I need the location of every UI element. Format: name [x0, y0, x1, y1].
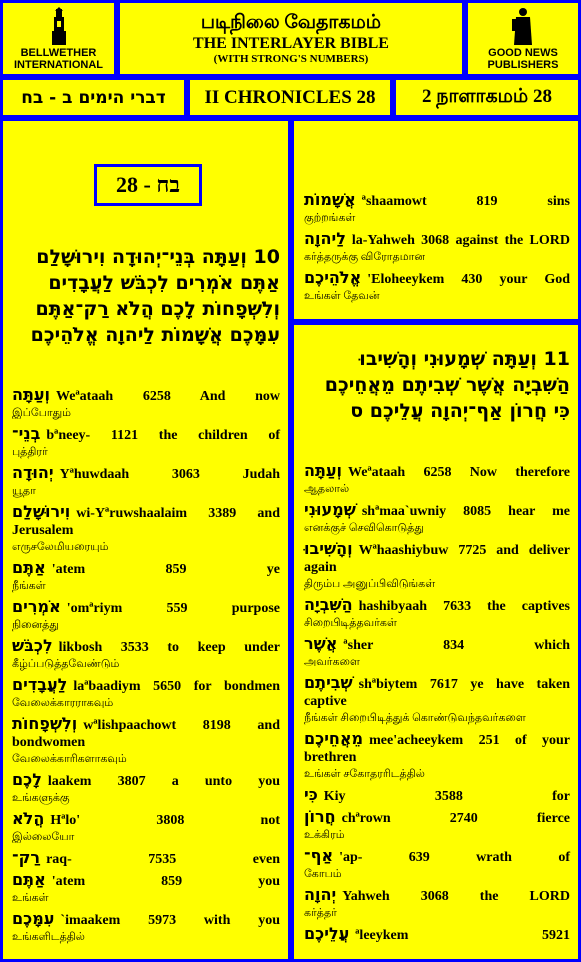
tamil-gloss: புத்திரர்: [12, 446, 48, 458]
hebrew-word: וִירוּשָׁלִַם: [12, 502, 71, 521]
transliteration-definition: Yahweh 3068 the LORD: [342, 889, 570, 904]
tamil-gloss: குற்றங்கள்: [304, 212, 356, 224]
transliteration-definition: chªrown 2740 fierce: [341, 811, 570, 826]
tamil-gloss: இல்லையோ: [12, 831, 75, 843]
chapter-label-box: [94, 164, 202, 206]
transliteration-definition: wi-Yªruwshaalaim 3389 and Jerusalem: [12, 506, 280, 538]
transliteration-definition: hashibyaah 7633 the captives: [358, 599, 570, 614]
hebrew-word: אֲשָׁמוֹת: [304, 190, 356, 209]
hebrew-word: עֲלֵיכֶם: [304, 924, 350, 943]
hebrew-word: כִּי: [304, 785, 318, 804]
transliteration-definition: `imaakem 5973 with you: [60, 913, 280, 928]
tamil-gloss: வேலைக்காரிகளாகவும்: [12, 753, 127, 765]
transliteration-definition: 'ap- 639 wrath of: [339, 850, 570, 865]
hebrew-word: וְעַתָּה: [304, 461, 343, 480]
hebrew-word: חֲרוֹן: [304, 807, 336, 826]
word-entry: [304, 674, 570, 727]
figure-icon: [510, 7, 536, 47]
tamil-gloss: நீங்கள்: [12, 580, 46, 592]
word-entry: [12, 910, 280, 946]
word-entry: [304, 596, 570, 632]
word-entry: [12, 425, 280, 461]
word-entry: [304, 269, 570, 305]
hebrew-word: אֱלֹהֵיכֶם: [304, 268, 362, 287]
word-entry: [304, 462, 570, 498]
transliteration-definition: la-Yahweh 3068 against the LORD: [351, 233, 570, 248]
word-entry: [304, 847, 570, 883]
tamil-gloss: சிறைபிடித்தவர்கள்: [304, 617, 397, 629]
title-tamil: படிநிலை வேதாகமம்: [200, 11, 382, 33]
word-entry: [304, 808, 570, 844]
verse-10-text: 10 וְעַתָּה בְּנֵי־יְהוּדָה וִירוּשָׁלִַם אַתֶּם אֹמְרִים לִכְבֹּשׁ לַעֲבָדִים וְלִשְׁפָחוֹת לָכֶם הֲלֹא רַק־אַתֶּם עִמָּכֶם אֲשָׁמוֹת לַיהוָה אֱלֹהֵיכֶם: [30, 246, 280, 346]
tamil-gloss: நீங்கள் சிறைபிடித்துக் கொண்டுவந்தவர்களை: [304, 712, 526, 724]
tamil-gloss: உங்களிடத்தில்: [12, 931, 85, 943]
transliteration-definition: laªbaadiym 5650 for bondmen: [73, 679, 280, 694]
tamil-gloss: நினைத்து: [12, 619, 59, 631]
tamil-gloss: கீழ்ப்படுத்தவேண்டும்: [12, 658, 120, 670]
tamil-gloss: உங்களுக்கு: [12, 792, 70, 804]
transliteration-definition: mee'acheeykem 251 of your brethren: [304, 733, 570, 765]
hebrew-word: שְׁמָעוּנִי: [304, 500, 356, 519]
word-entry: [12, 503, 280, 556]
hebrew-word: הֲלֹא: [12, 809, 45, 828]
bellwether-logo-box: [0, 0, 117, 77]
tamil-gloss: கர்த்தர்: [304, 907, 337, 919]
hebrew-word: יְהוָה: [304, 885, 337, 904]
tamil-gloss: திரும்ப அனுப்பிவிடுங்கள்: [304, 578, 436, 590]
title-block: [117, 0, 465, 77]
tamil-gloss: கர்த்தருக்கு விரோதமான: [304, 251, 425, 263]
tamil-gloss: எருசலேமியரையும்: [12, 541, 109, 553]
word-entry: [304, 786, 570, 805]
word-entry: [12, 771, 280, 807]
hebrew-word: אַף־: [304, 846, 334, 865]
word-entry: [304, 501, 570, 537]
tamil-gloss: எனக்குச் செவிகொடுத்து: [304, 522, 424, 534]
tamil-gloss: கோபம்: [304, 868, 342, 880]
transliteration-definition: wªlishpaachowt 8198 and bondwomen: [12, 718, 280, 750]
hebrew-word: אַתֶּם: [12, 558, 46, 577]
hebrew-word: וְהָשִׁיבוּ: [304, 539, 353, 558]
tamil-gloss: ஆதலால்: [304, 483, 350, 495]
hebrew-reference-text: דברי הימים ב - בח: [21, 87, 166, 108]
good-news-logo-box: [465, 0, 581, 77]
transliteration-definition: shªmaa`uwniy 8085 hear me: [361, 504, 570, 519]
transliteration-definition: Weªataah 6258 And now: [56, 389, 280, 404]
word-entry: [304, 635, 570, 671]
hebrew-word: שְׁבִיתֶם: [304, 673, 353, 692]
hebrew-word: בְנֵי־: [12, 424, 41, 443]
hebrew-word: יְהוּדָה: [12, 463, 54, 482]
transliteration-definition: ªsher 834 which: [343, 638, 570, 653]
word-entry: [304, 730, 570, 783]
hebrew-word: וְלִשְׁפָחוֹת: [12, 714, 78, 733]
word-entry: [12, 598, 280, 634]
transliteration-definition: shªbiytem 7617 ye have taken captive: [304, 677, 570, 709]
hebrew-reference: [0, 77, 187, 118]
english-reference-text: II CHRONICLES 28: [204, 86, 376, 108]
transliteration-definition: Kiy 3588 for: [323, 789, 570, 804]
bellwether-logo-text: BELLWETHER INTERNATIONAL: [13, 46, 103, 71]
transliteration-definition: 'Eloheeykem 430 your God: [367, 272, 570, 287]
tamil-reference-text: 2 நாளாகமம் 28: [422, 85, 552, 107]
word-entry: [12, 637, 280, 673]
tamil-gloss: யூதா: [12, 485, 36, 497]
tamil-reference: [393, 77, 581, 118]
hebrew-word: אֲשֶׁר: [304, 634, 338, 653]
transliteration-definition: likbosh 3533 to keep under: [58, 640, 280, 655]
tamil-gloss: உங்கள் தேவன்: [304, 290, 380, 302]
word-entry: [12, 810, 280, 846]
tamil-gloss: உக்கிரம்: [304, 829, 345, 841]
hebrew-word: עִמָּכֶם: [12, 909, 55, 928]
transliteration-definition: Yªhuwdaah 3063 Judah: [59, 467, 280, 482]
transliteration-definition: bªneey- 1121 the children of: [46, 428, 280, 443]
transliteration-definition: ªshaamowt 819 sins: [361, 194, 570, 209]
tamil-gloss: உங்கள்: [12, 892, 49, 904]
transliteration-definition: 'omªriym 559 purpose: [66, 601, 280, 616]
tamil-gloss: வேலைக்காரராகவும்: [12, 697, 114, 709]
word-entry: [304, 886, 570, 922]
title-main: THE INTERLAYER BIBLE: [193, 34, 389, 52]
word-entry: [12, 715, 280, 768]
transliteration-definition: Weªataah 6258 Now therefore: [348, 465, 570, 480]
word-entry: [12, 559, 280, 595]
word-entry: [12, 849, 280, 868]
tamil-gloss: இப்போதும்: [12, 407, 72, 419]
transliteration-definition: 'atem 859 you: [51, 874, 280, 889]
chapter-label: 28 - בח: [116, 172, 180, 197]
hebrew-word: לַיהוָה: [304, 229, 346, 248]
word-entry: [304, 925, 570, 944]
tamil-gloss: அவர்களை: [304, 656, 360, 668]
word-entry: [304, 191, 570, 227]
tamil-gloss: உங்கள் சகோதரரிடத்தில்: [304, 768, 425, 780]
transliteration-definition: laakem 3807 a unto you: [47, 774, 280, 789]
word-entry: [12, 871, 280, 907]
hebrew-word: אֹמְרִים: [12, 597, 61, 616]
hebrew-word: לַעֲבָדִים: [12, 675, 68, 694]
title-subtitle: (WITH STRONG'S NUMBERS): [213, 52, 369, 65]
good-news-logo-text: GOOD NEWS PUBLISHERS: [487, 46, 559, 71]
hebrew-word: וְעַתָּה: [12, 385, 51, 404]
hebrew-word: אַתֶּם: [12, 870, 46, 889]
word-entry: [304, 230, 570, 266]
hebrew-word: רַק־: [12, 848, 41, 867]
transliteration-definition: Wªhaashiybuw 7725 and deliver again: [304, 543, 570, 575]
hebrew-word: מֵאֲחֵיכֶם: [304, 729, 364, 748]
transliteration-definition: ªleeykem 5921: [355, 928, 570, 943]
word-entry: [12, 386, 280, 422]
transliteration-definition: Hªlo' 3808 not: [50, 813, 280, 828]
transliteration-definition: raq- 7535 even: [46, 852, 280, 867]
hebrew-word: הַשִּׁבְיָה: [304, 595, 353, 614]
hebrew-word: לָכֶם: [12, 770, 42, 789]
bell-tower-icon: [47, 7, 71, 47]
transliteration-definition: 'atem 859 ye: [51, 562, 280, 577]
word-entry: [12, 464, 280, 500]
word-entry: [12, 676, 280, 712]
hebrew-word: לִכְבֹּשׁ: [12, 636, 53, 655]
english-reference: [187, 77, 393, 118]
verse-11-text: 11 וְעַתָּה שְׁמָעוּנִי וְהָשִׁיבוּ הַשִּׁבְיָה אֲשֶׁר שְׁבִיתֶם מֵאֲחֵיכֶם כִּי חֲרוֹן אַף־יְהוָה עֲלֵיכֶם ס: [324, 348, 570, 422]
word-entry: [304, 540, 570, 593]
